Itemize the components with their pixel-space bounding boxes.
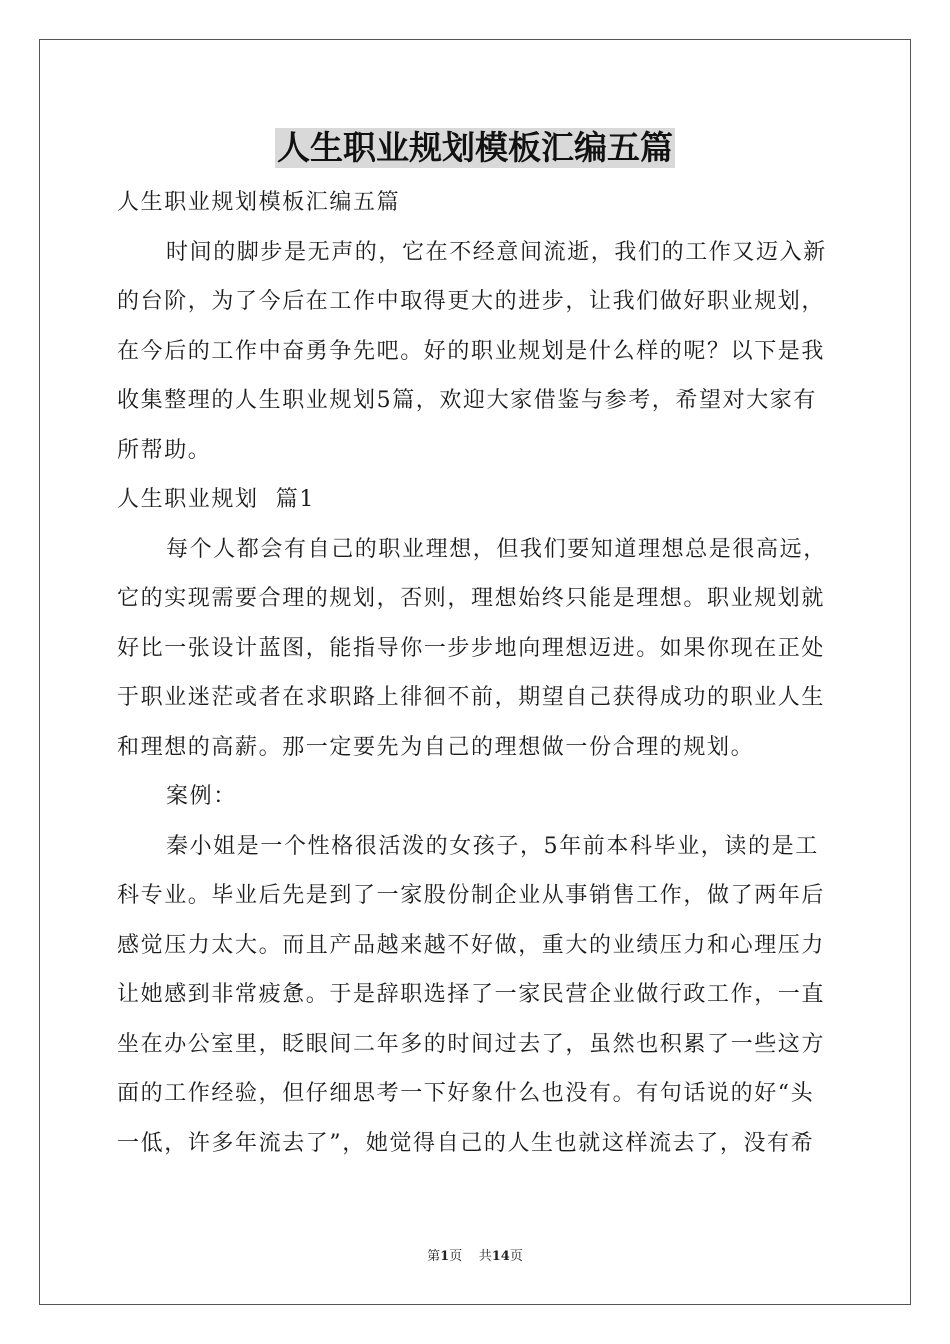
page-number: 1	[440, 1249, 450, 1264]
document-title: 人生职业规划模板汇编五篇	[277, 128, 673, 167]
section-line: 好比一张设计蓝图，能指导你一步步地向理想迈进。如果你现在正处	[117, 635, 826, 661]
intro-line: 在今后的工作中奋勇争先吧。好的职业规划是什么样的呢？以下是我	[117, 338, 826, 364]
intro-line: 收集整理的人生职业规划5篇，欢迎大家借鉴与参考，希望对大家有	[117, 388, 817, 413]
page-suffix: 页	[449, 1249, 463, 1264]
section-line: 和理想的高薪。那一定要先为自己的理想做一份合理的规划。	[117, 734, 755, 760]
intro-line: 时间的脚步是无声的，它在不经意间流逝，我们的工作又迈入新	[166, 239, 827, 265]
section-line: 它的实现需要合理的规划，否则，理想始终只能是理想。职业规划就	[117, 586, 826, 611]
page-footer	[0, 1245, 950, 1264]
intro-line: 的台阶，为了今后在工作中取得更大的进步，让我们做好职业规划，	[117, 289, 826, 314]
document-subtitle: 人生职业规划模板汇编五篇	[117, 190, 401, 215]
case-line: 坐在办公室里，眨眼间二年多的时间过去了，虽然也积累了一些这方	[117, 1031, 826, 1057]
case-line: 科专业。毕业后先是到了一家股份制企业从事销售工作，做了两年后	[117, 883, 826, 908]
section-heading: 人生职业规划 篇1	[117, 487, 315, 512]
case-line: 感觉压力太大。而且产品越来越不好做，重大的业绩压力和心理压力	[117, 932, 826, 958]
total-prefix: 共	[478, 1249, 492, 1264]
title-area	[0, 128, 950, 168]
case-line: 面的工作经验，但仔细思考一下好象什么也没有。有句话说的好“头	[117, 1081, 815, 1106]
case-line: 让她感到非常疲惫。于是辞职选择了一家民营企业做行政工作，一直	[117, 982, 826, 1007]
total-suffix: 页	[509, 1249, 523, 1264]
case-line: 秦小姐是一个性格很活泼的女孩子，5年前本科毕业，读的是工	[166, 833, 819, 859]
intro-line: 所帮助。	[117, 437, 212, 463]
section-line: 于职业迷茫或者在求职路上徘徊不前，期望自己获得成功的职业人生	[117, 685, 826, 710]
document-body	[117, 178, 833, 1168]
page-prefix: 第	[427, 1249, 441, 1264]
case-label: 案例：	[166, 784, 237, 809]
section-line: 每个人都会有自己的职业理想，但我们要知道理想总是很高远，	[166, 536, 827, 562]
total-pages: 14	[491, 1249, 510, 1264]
case-line: 一低，许多年流去了”，她觉得自己的人生也就这样流去了，没有希	[117, 1130, 815, 1156]
